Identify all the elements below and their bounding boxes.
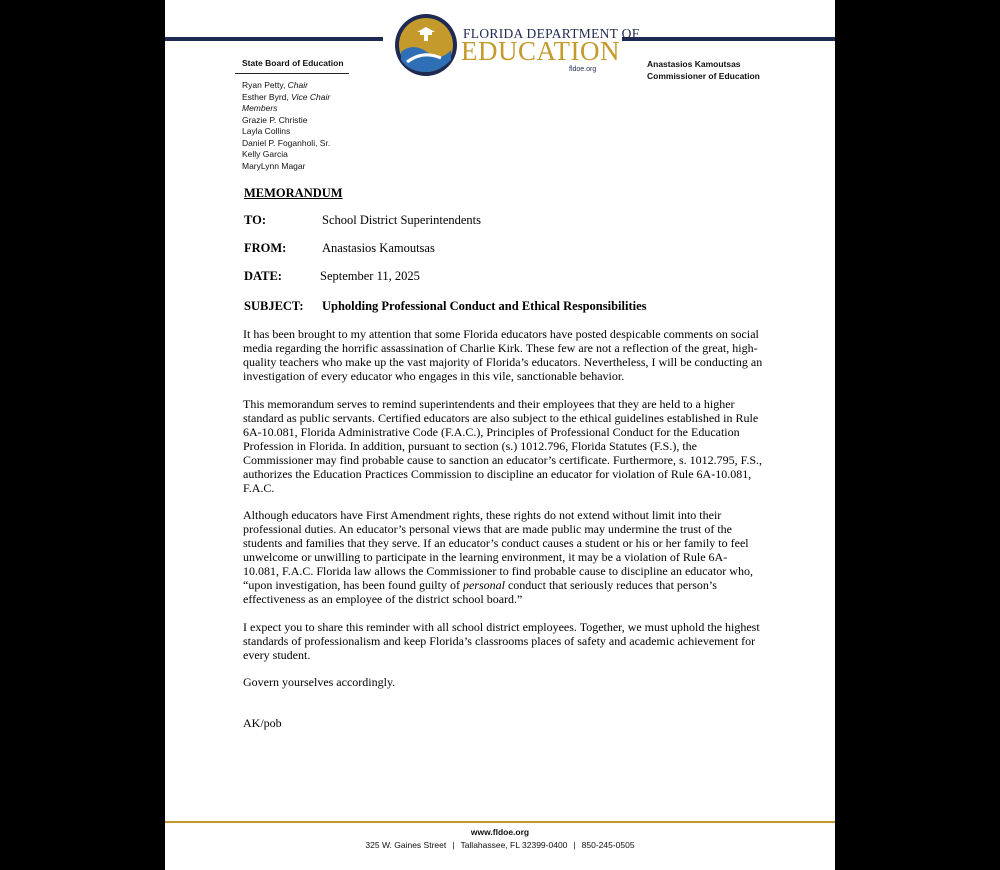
body-paragraph-4: I expect you to share this reminder with all school district employees. Together, we must uphold the highest standards of professionalism and keep Florida’s classrooms places of safety and academic achievement for every student. (243, 620, 760, 662)
agency-website: fldoe.org (569, 66, 597, 73)
memo-to-value: School District Superintendents (322, 213, 482, 227)
memo-page (165, 0, 835, 870)
board-member: Daniel P. Foganholi, Sr. (242, 137, 331, 148)
memo-from-value: Anastasios Kamoutsas (322, 241, 435, 255)
fldoe-seal-icon (393, 12, 459, 78)
body-paragraph-3: Although educators have First Amendment rights, these rights do not extend without limit into their professional duties. An educator’s personal views that are made public may undermine the trust of the students and families that they serve. If an educator’s conduct causes a student or his or her family to feel unwelcome or unwilling to participate in the learning environment, it may be a violation of Rule 6A-10.081, F.A.C. Florida law allows the Commissioner to find probable cause to discipline an educator who, “upon investigation, has been found guilty of personal conduct that seriously reduces that person’s effectiveness as an employee of the district school board.” (243, 508, 753, 606)
memo-date-label: DATE: (244, 269, 282, 283)
fldoe-logo (393, 12, 640, 78)
board-title: State Board of Education (242, 58, 344, 68)
board-member: MaryLynn Magar (242, 160, 306, 171)
footer-separator: | (573, 840, 576, 850)
footer-city: Tallahassee, FL 32399-0400 (460, 840, 568, 850)
memo-to-label: TO: (244, 213, 266, 227)
board-title-rule (235, 73, 349, 74)
body-paragraph-5: Govern yourselves accordingly. (243, 675, 396, 689)
board-member: Esther Byrd, Vice Chair (242, 91, 331, 102)
board-member-list (242, 80, 330, 172)
header-rule-right (622, 37, 835, 41)
footer-website: www.fldoe.org (470, 827, 530, 837)
board-member: Kelly Garcia (242, 149, 288, 159)
memo-subject-label: SUBJECT: (244, 299, 304, 313)
header-rule-left (165, 37, 383, 41)
footer-street: 325 W. Gaines Street (365, 840, 447, 850)
board-member: Members (242, 103, 278, 113)
memo-heading: MEMORANDUM (244, 186, 343, 200)
footer-phone: 850-245-0505 (581, 840, 635, 850)
body-paragraph-1: It has been brought to my attention that some Florida educators have posted despicable comments on social media regarding the horrific assassination of Charlie Kirk. These few are not a reflection of the great, high-quality teachers who make up the vast majority of Florida’s educators. Nevertheless, I will be conducting an investigation of every educator who engages in this vile, sanctionable behavior. (243, 327, 763, 383)
footer-separator: | (452, 840, 455, 850)
memo-date-value: September 11, 2025 (320, 269, 420, 283)
agency-name-line1: FLORIDA DEPARTMENT OF (463, 26, 640, 41)
emphasis-personal: personal (462, 578, 505, 592)
memo-subject-value: Upholding Professional Conduct and Ethical Responsibilities (322, 299, 647, 313)
commissioner-block (647, 58, 760, 82)
board-member: Layla Collins (242, 126, 291, 136)
board-member: Grazie P. Christie (242, 114, 308, 125)
body-paragraph-2: This memorandum serves to remind superintendents and their employees that they are held to a higher standard as public servants. Certified educators are also subject to the ethical guidelines established in Rule 6A-10.081, Florida Administrative Code (F.A.C.), Principles of Professional Conduct for the Education Profession in Florida. In addition, pursuant to section (s.) 1012.796, Florida Statutes (F.S.), the Commissioner may find probable cause to sanction an educator’s certificate. Furthermore, s. 1012.795, F.S., authorizes the Education Practices Commission to discipline an educator for violation of Rule 6A-10.081, F.A.C. (243, 397, 763, 495)
commissioner-title: Commissioner of Education (647, 71, 760, 81)
footer-address (165, 840, 835, 850)
agency-name-line2: EDUCATION (461, 36, 620, 66)
footer-rule (165, 821, 835, 823)
board-member: Ryan Petty, Chair (242, 80, 308, 90)
memo-initials: AK/pob (243, 716, 282, 730)
commissioner-name: Anastasios Kamoutsas (647, 59, 741, 69)
memo-from-label: FROM: (244, 241, 287, 255)
